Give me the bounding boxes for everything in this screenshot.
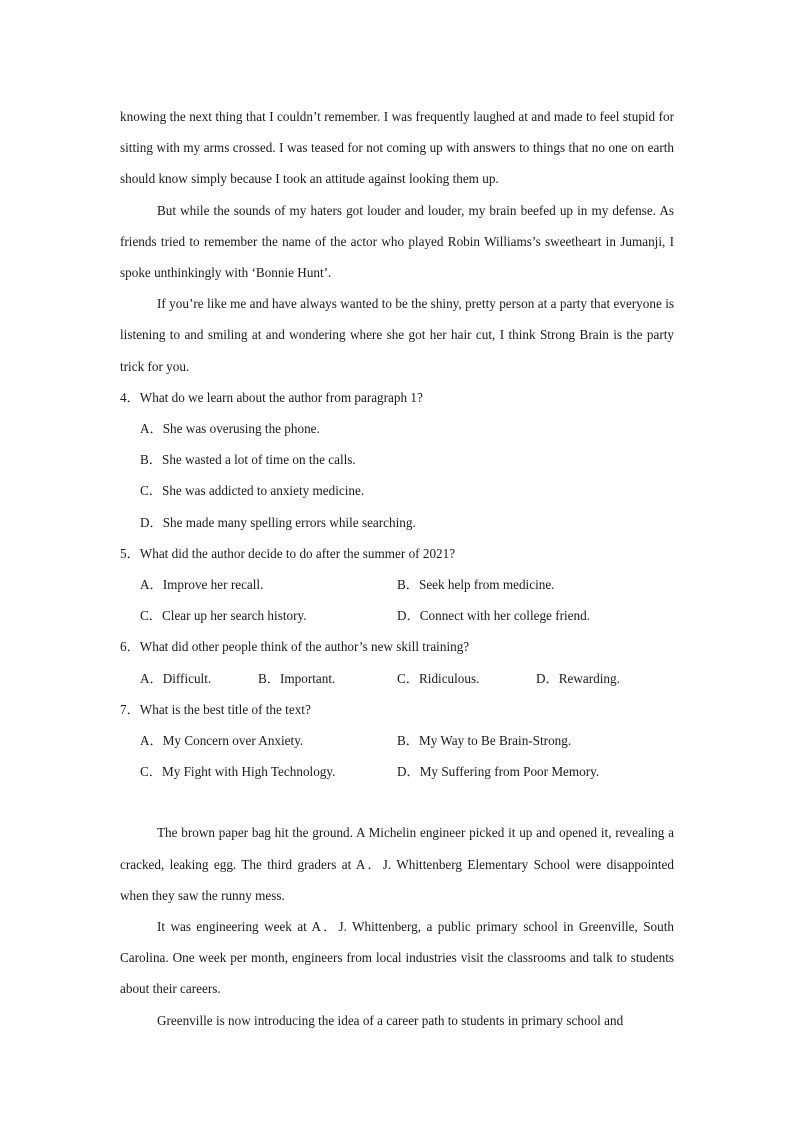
passage-2 (120, 817, 674, 1035)
passage-1 (120, 101, 674, 382)
passage-1-paragraph-2: But while the sounds of my haters got louder and louder, my brain beefed up in my defense. As friends tried to remember the name of the actor who played Robin Williams’s sweetheart in Jumanji, I spoke unthinkingly with ‘Bonnie Hunt’. (120, 202, 674, 281)
question-6-option-a[interactable]: A．Difficult. (140, 670, 212, 686)
question-6-option-b[interactable]: B．Important. (258, 670, 336, 686)
question-4-options (120, 413, 674, 538)
passage-1-paragraph-1: knowing the next thing that I couldn’t remember. I was frequently laughed at and made to feel stupid for sitting with my arms crossed. I was teased for not coming up with answers to things that no one on earth should know simply because I took an attitude against looking them up. (120, 109, 674, 187)
passage-2-paragraph-1: The brown paper bag hit the ground. A Michelin engineer picked it up and opened it, revealing a cracked, leaking egg. The third graders at A．J. Whittenberg Elementary School were disappointed when they saw the runny mess. (120, 825, 674, 903)
question-6-stem: 6．What did other people think of the author’s new skill training? (120, 639, 470, 655)
section-gap (120, 787, 674, 817)
question-7-option-a[interactable]: A．My Concern over Anxiety. (140, 733, 304, 749)
passage-1-paragraph-3: If you’re like me and have always wanted to be the shiny, pretty person at a party that everyone is listening to and smiling at and wondering where she got her hair cut, I think Strong Brain is the party trick for you. (120, 296, 674, 374)
question-7 (120, 694, 674, 788)
question-4-option-c[interactable]: C．She was addicted to anxiety medicine. (140, 483, 365, 499)
question-7-option-c[interactable]: C．My Fight with High Technology. (140, 764, 336, 780)
question-5-option-c[interactable]: C．Clear up her search history. (140, 608, 307, 624)
question-4-option-a[interactable]: A．She was overusing the phone. (140, 421, 320, 437)
question-5-options (120, 569, 674, 631)
question-4-stem: 4．What do we learn about the author from paragraph 1? (120, 389, 423, 405)
question-7-option-d[interactable]: D．My Suffering from Poor Memory. (397, 764, 600, 780)
question-4-option-d[interactable]: D．She made many spelling errors while searching. (140, 514, 416, 530)
passage-2-paragraph-2: It was engineering week at A．J. Whittenberg, a public primary school in Greenville, South Carolina. One week per month, engineers from local industries visit the classrooms and talk to students about their careers. (120, 919, 674, 997)
question-5-option-a[interactable]: A．Improve her recall. (140, 577, 264, 593)
question-7-stem: 7．What is the best title of the text? (120, 701, 311, 717)
question-6-option-c[interactable]: C．Ridiculous. (397, 670, 480, 686)
question-5 (120, 538, 674, 632)
question-4 (120, 382, 674, 538)
question-7-options (120, 725, 674, 787)
question-5-option-b[interactable]: B．Seek help from medicine. (397, 577, 555, 593)
question-7-option-b[interactable]: B．My Way to Be Brain-Strong. (397, 733, 572, 749)
question-6 (120, 631, 674, 693)
question-6-options (120, 663, 674, 694)
question-5-stem: 5．What did the author decide to do after the summer of 2021? (120, 545, 456, 561)
passage-2-paragraph-3: Greenville is now introducing the idea of a career path to students in primary school and (157, 1012, 624, 1028)
question-5-option-d[interactable]: D．Connect with her college friend. (397, 608, 590, 624)
question-6-option-d[interactable]: D．Rewarding. (536, 670, 620, 686)
question-4-option-b[interactable]: B．She wasted a lot of time on the calls. (140, 452, 356, 468)
document-content (120, 101, 674, 1036)
